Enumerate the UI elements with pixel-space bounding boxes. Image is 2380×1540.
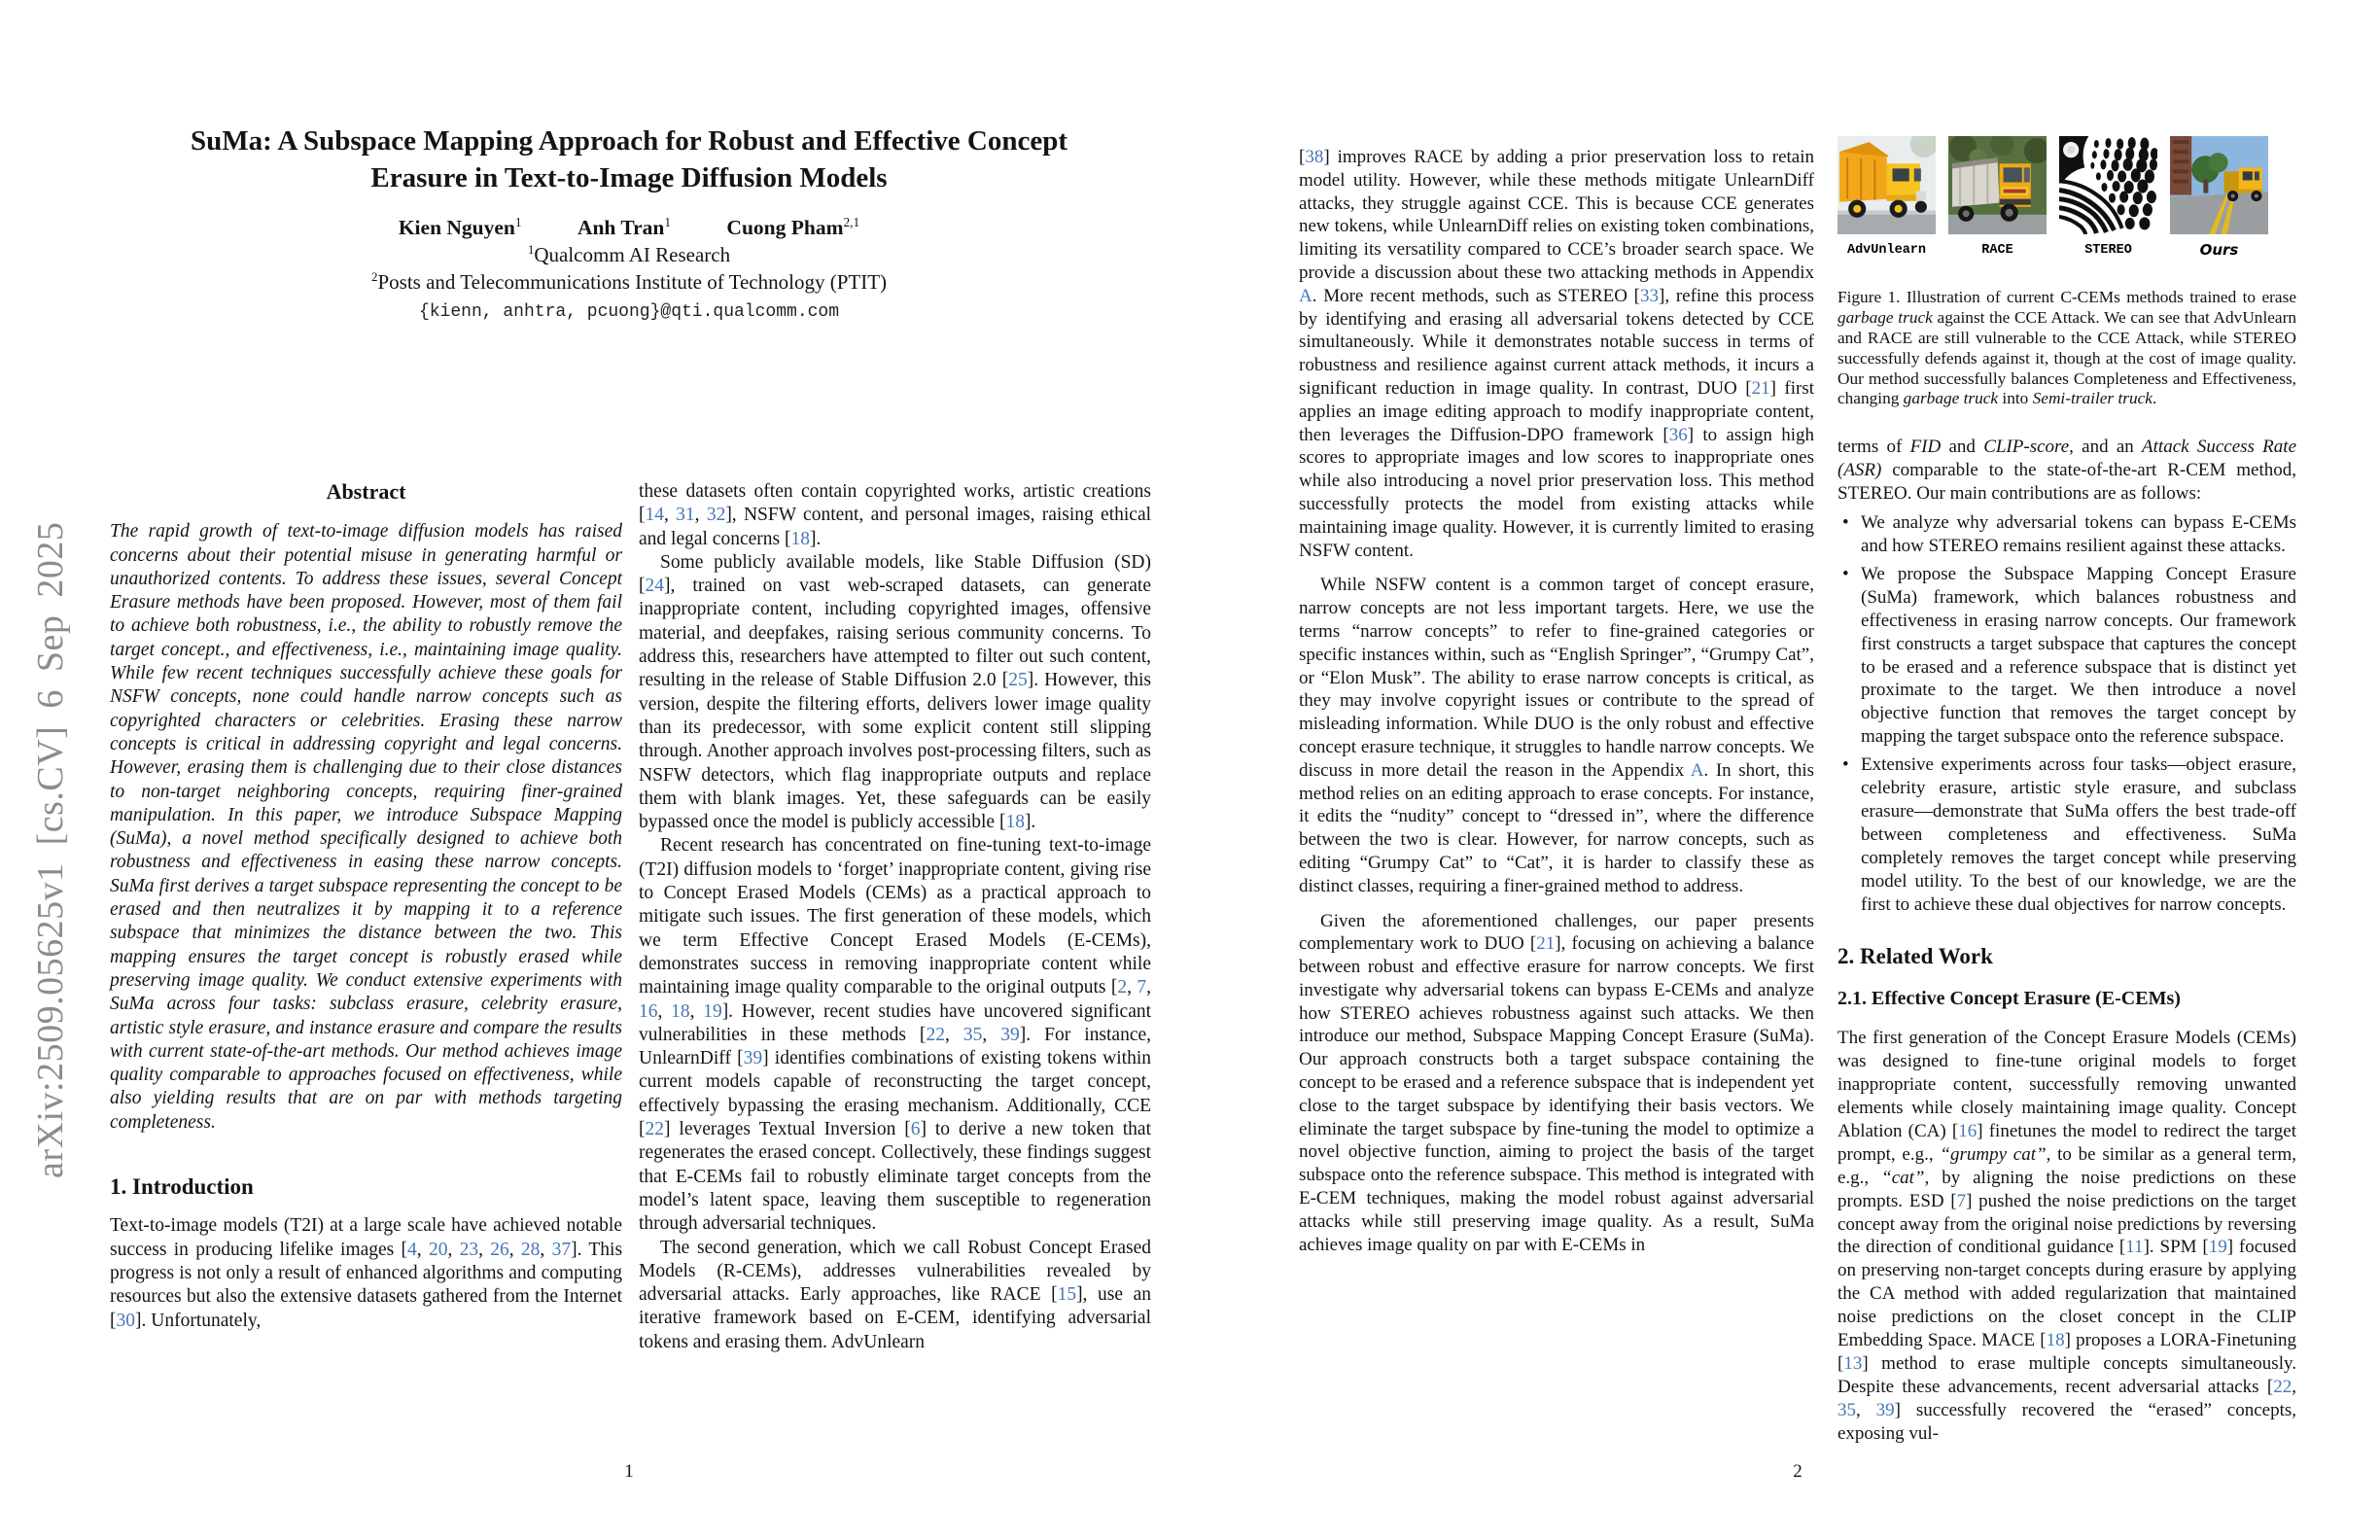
paragraph: Text-to-image models (T2I) at a large scale have achieved notable success in producing lifelike images [4, 20, 23, 26, 28, 37]. This progress is not only a result of enhanced algorithms and computing resources but also the extensive datasets gathered from the Internet [30]. Unfortunately, <box>110 1215 623 1331</box>
list-item: • Extensive experiments across four tasks—object erasure, celebrity erasure, artistic style erasure, and subclass erasure—demonstrate that SuMa offers the best trade-off between completeness and effectiveness. SuMa completely removes the target concept while preserving model utility. To the best of our knowledge, we are the first to achieve these dual objectives for narrow concepts. <box>1842 754 2296 915</box>
paragraph: Some publicly available models, like Stable Diffusion (SD) [24], trained on vast web-scraped datasets, can generate inappropriate content, including copyrighted images, offensive material, and deepfakes, raising serious community concerns. To address this, researchers have attempted to filter out such content, resulting in the release of Stable Diffusion 2.0 [25]. However, this version, despite the filtering efforts, delivers lower image quality than its predecessor, with some explicit content still slipping through. Another approach involves post-processing filters, such as NSFW detectors, which flag inappropriate outputs and replace them with blank images. Yet, these safeguards can be easily bypassed once the model is publicly accessible [18]. <box>639 551 1151 833</box>
page2-number: 2 <box>1793 1461 1802 1482</box>
paragraph: terms of FID and CLIP-score, and an Attack Success Rate (ASR) comparable to the state-of-the-art R-CEM method, STEREO. Our main contributions are as follows: <box>1838 437 2297 505</box>
author: Cuong Pham$^{2,1}$ <box>726 214 860 239</box>
section-heading-related-work: 2. Related Work <box>1838 944 1993 969</box>
abstract-text: The rapid growth of text-to-image diffusion models has raised concerns about their potential misuse in generating harmful or unauthorized contents. To address these issues, several Concept Erasure methods have been proposed. However, most of them fail to achieve both robustness, i.e., the ability to robustly remove the target concept., and effectiveness, i.e., maintaining image quality. While few recent techniques successfully achieve these goals for NSFW concepts, none could handle narrow concepts such as copyrighted characters or celebrities. Erasing these narrow concepts is critical in addressing copyright and legal concerns. However, erasing them is challenging due to their close distances to non-target neighboring concepts, requiring finer-grained manipulation. In this paper, we introduce Subspace Mapping (SuMa), a novel method specifically designed to achieve both robustness and effectiveness in easing these narrow concepts. SuMa first derives a target subspace representing the concept to be erased and then neutralizes it by mapping it to a reference subspace that minimizes the distance between the two. This mapping ensures the target concept is robustly erased while preserving image quality. We conduct extensive experiments with SuMa across four tasks: subclass erasure, celebrity erasure, artistic style erasure, and instance erasure and compare the results with current state-of-the-art methods. Our method achieves image quality comparable to approaches focused on effectiveness, while also yielding results that are on par with methods targeting completeness. <box>110 521 622 1133</box>
page1-number: 1 <box>624 1461 634 1482</box>
arxiv-watermark: arXiv:2509.05625v1 [cs.CV] 6 Sep 2025 <box>30 521 71 1178</box>
figure-1-cell-ours <box>2170 136 2268 234</box>
figure-1-cell-advunlearn <box>1838 136 1936 234</box>
page2-column2 <box>1838 136 2296 1446</box>
affiliation: $^1$Qualcomm AI Research <box>527 242 731 266</box>
figure-1-cell-stereo <box>2059 136 2157 234</box>
paragraph: The second generation, which we call Robust Concept Erased Models (R-CEMs), addresses vulnerabilities revealed by adversarial attacks. Early approaches, like RACE [15], use an iterative framework based on E-CEM, identifying adversarial tokens and erasing them. AdvUnlearn <box>639 1237 1151 1352</box>
figure-1-label-advunlearn: AdvUnlearn <box>1846 243 1926 258</box>
figure-1-cell-race <box>1948 136 2047 234</box>
paragraph: While NSFW content is a common target of concept erasure, narrow concepts are not less important targets. Here, we use the terms “narrow concepts” to refer to fine-grained categories or specific instances within, such as “English Springer”, “Grumpy Cat”, or “Elon Musk”. The ability to erase narrow concepts is critical, as they may involve copyright issues or contribute to the spread of misleading information. While DUO is the only robust and effective concept erasure technique, it struggles to handle narrow concepts. We discuss in more detail the reason in the Appendix A. In short, this method relies on an editing approach to erase concepts. For instance, it edits the “nudity” concept to “dressed in”, where the difference between the two is clear. However, for narrow concepts, such as editing “Grumpy Cat” to “Cat”, it is harder to classify these as distinct classes, requiring a finer-grained method to address. <box>1299 575 1814 896</box>
author-emails: {kienn, anhtra, pcuong}@qti.qualcomm.com <box>418 302 840 322</box>
paragraph: The first generation of the Concept Erasure Models (CEMs) was designed to fine-tune original models to forget inappropriate content, successfully removing unwanted elements while closely maintaining image quality. Concept Ablation (CA) [16] finetunes the model to redirect the target prompt, e.g., “grumpy cat”, to be similar as a general term, e.g., “cat”, by aligning the noise predictions on these prompts. ESD [7] pushed the noise predictions on the target concept away from the original noise predictions by reversing the direction of conditional guidance [11]. SPM [19] focused on preserving non-target concepts during erasure by applying the CA method with added regularization that maintained noise predictions on the closet concept in the CLIP Embedding Space. MACE [18] proposes a LORA-Finetuning [13] method to erase multiple concepts simultaneously. Despite these advancements, recent adversarial attacks [22, 35, 39] successfully recovered the “erased” concepts, exposing vul- <box>1838 1028 2297 1444</box>
bullet-icon: • <box>1842 563 1849 584</box>
title-block <box>110 122 1148 322</box>
paragraph: Given the aforementioned challenges, our paper presents complementary work to DUO [21], focusing on achieving a balance between robust and effective erasure for narrow concepts. We first investigate why adversarial tokens can bypass E-CEMs and analyze how STEREO achieves robustness against such attacks. We then introduce our method, Subspace Mapping Concept Erasure (SuMa). Our approach constructs both a target subspace containing the concept to be erased and a reference subspace that is independent yet close to the target subspace by identifying their basis vectors. We eliminate the target subspace by fine-tuning the model to optimize a novel objective function, aiming to project the basis of the target subspace onto the reference subspace. This method is integrated with E-CEM techniques, making the model robust against adversarial attacks while still preserving image quality. As a result, SuMa achieves image quality on par with E-CEMs in <box>1299 910 1814 1255</box>
figure-1-image-race-garbage-truck <box>1948 136 2047 234</box>
figure-1 <box>1838 136 2296 409</box>
affiliation: $^2$Posts and Telecommunications Institute of Technology (PTIT) <box>370 269 888 294</box>
paragraph: these datasets often contain copyrighted works, artistic creations [14, 31, 32], NSFW content, and personal images, raising ethical and legal concerns [18]. <box>639 481 1152 549</box>
page1-column1 <box>110 480 622 1333</box>
author-line <box>110 216 1148 240</box>
figure-1-label-ours: Ours <box>2199 241 2239 259</box>
figure-1-image-ours-semi-trailer-truck <box>2170 136 2268 234</box>
figure-1-caption: Figure 1. Illustration of current C-CEMs methods trained to erase garbage truck against the CCE Attack. We can see that AdvUnlearn and RACE are still vulnerable to the CCE Attack, while STEREO successfully defends against it, though at the cost of image quality. Our method successfully balances Completeness and Effectiveness, changing garbage truck into Semi-trailer truck. <box>1838 287 2296 408</box>
figure-1-labels <box>1838 234 2296 262</box>
contribution-list <box>1838 511 2296 916</box>
author: Kien Nguyen$^1$ <box>398 214 522 239</box>
figure-1-image-stereo-abstract-pattern <box>2059 136 2157 234</box>
abstract-heading: Abstract <box>326 479 406 504</box>
figure-1-label-stereo: STEREO <box>2084 243 2132 258</box>
figure-1-images <box>1838 136 2296 234</box>
paragraph: [38] improves RACE by adding a prior preservation loss to retain model utility. However, while these methods mitigate UnlearnDiff attacks, they struggle against CCE. This is because CCE generates new tokens, while UnlearnDiff relies on existing token combinations, limiting its versatility compared to CCE’s broader search space. We provide a discussion about these two attacking methods in Appendix A. More recent methods, such as STEREO [33], refine this process by identifying and erasing all adversarial tokens detected by CCE simultaneously. While it demonstrates notable success in terms of robustness and resilience against current attack methods, it incurs a significant reduction in image quality. In contrast, DUO [21] first applies an image editing approach to modify inappropriate content, then leverages the Diffusion-DPO framework [36] to assign high scores to appropriate images and low scores to inappropriate ones while also introducing a novel prior preservation loss. This method successfully protects the model from existing attacks while maintaining image quality. However, it is currently limited to erasing NSFW content. <box>1299 147 1815 561</box>
paper-title: SuMa: A Subspace Mapping Approach for Robust and Effective Concept Erasure in Text-to-Image Diffusion Models <box>190 125 1068 193</box>
paragraph: Recent research has concentrated on fine-tuning text-to-image (T2I) diffusion models to ‘forget’ inappropriate content, giving rise to Concept Erased Models (CEMs) as a practical approach to mitigate such issues. The first generation of these models, which we term Effective Concept Erased Models (E-CEMs), demonstrates success in removing inappropriate content while maintaining image quality comparable to the original outputs [2, 7, 16, 18, 19]. However, recent studies have uncovered significant vulnerabilities in these methods [22, 35, 39]. For instance, UnlearnDiff [39] identifies combinations of existing tokens within current models capable of reconstructing the target concept, effectively bypassing the erasing mechanism. Additionally, CCE [22] leverages Textual Inversion [6] to derive a new token that regenerates the erased concept. Collectively, these findings suggest that E-CEMs fail to robustly eliminate target concepts from the model’s latent space, leaving them susceptible to regeneration through adversarial techniques. <box>639 835 1152 1235</box>
bullet-icon: • <box>1842 754 1849 776</box>
page1-column2 <box>639 480 1151 1354</box>
section-heading-introduction: 1. Introduction <box>110 1174 254 1200</box>
figure-1-label-race: RACE <box>1981 243 2013 258</box>
figure-1-image-advunlearn-garbage-truck <box>1838 136 1936 234</box>
list-item: • We propose the Subspace Mapping Concept Erasure (SuMa) framework, which balances robustness and effectiveness in erasing narrow concepts. Our framework first constructs a target subspace that captures the concept to be erased and a reference subspace that is distinct yet proximate to the target. We then introduce a novel objective function that removes the target concept by mapping the target subspace onto the reference subspace. <box>1842 563 2296 748</box>
author: Anh Tran$^1$ <box>577 214 672 239</box>
subsection-heading-ecems: 2.1. Effective Concept Erasure (E-CEMs) <box>1838 988 2181 1010</box>
bullet-icon: • <box>1842 512 1849 534</box>
list-item: • We analyze why adversarial tokens can bypass E-CEMs and how STEREO remains resilient against these attacks. <box>1842 512 2296 556</box>
page2-column1 <box>1299 146 1814 1256</box>
